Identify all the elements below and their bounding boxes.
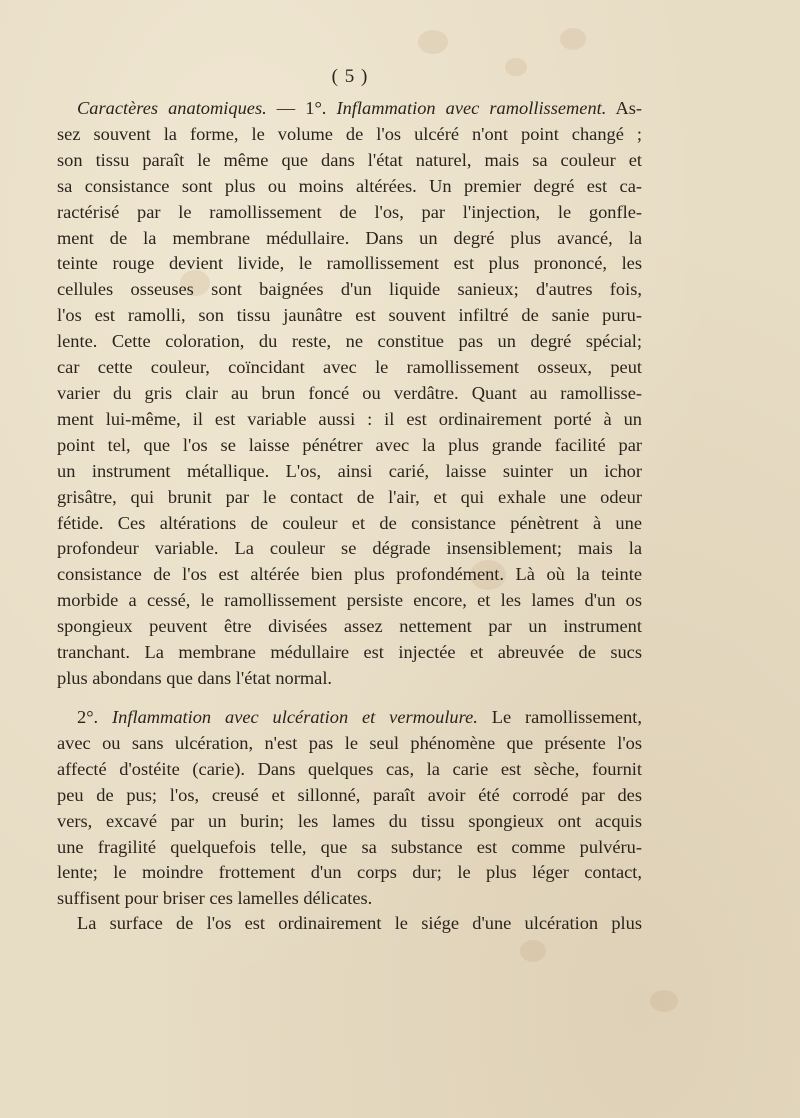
stain — [650, 990, 678, 1012]
text-line: lente; le moindre frottement d'un corps dur; le plus léger contact, — [57, 862, 642, 883]
text-line: varier du gris clair au brun foncé ou verdâtre. Quant au ramollisse- — [57, 382, 642, 403]
text-fragment: Le ramollissement, — [491, 707, 642, 727]
subsection-heading: Inflammation avec ulcération et vermoulure. — [112, 707, 478, 727]
text-line: plus abondans que dans l'état normal. — [57, 667, 333, 688]
text-line: l'os est ramolli, son tissu jaunâtre est souvent infiltré de sanie puru- — [57, 305, 642, 326]
text-line: affecté d'ostéite (carie). Dans quelques cas, la carie est sèche, fournit — [57, 758, 642, 779]
stain — [418, 30, 448, 54]
text-line: spongieux peuvent être divisées assez nettement par un instrument — [57, 616, 642, 637]
text-line: vers, excavé par un burin; les lames du tissu spongieux ont acquis — [57, 810, 642, 831]
text-line: suffisent pour briser ces lamelles délicates. — [57, 888, 373, 909]
text-line: son tissu paraît le même que dans l'état naturel, mais sa couleur et — [57, 149, 642, 170]
text-line: cellules osseuses sont baignées d'un liquide sanieux; d'autres fois, — [57, 279, 642, 300]
item-number: 2°. — [77, 707, 99, 727]
text-line: lente. Cette coloration, du reste, ne constitue pas un degré spécial; — [57, 331, 642, 352]
text-line: morbide a cessé, le ramollissement persiste encore, et les lames d'un os — [57, 590, 642, 611]
item-number: 1°. — [305, 98, 327, 118]
text-fragment: As- — [615, 98, 643, 118]
text-line: avec ou sans ulcération, n'est pas le seul phénomène que présente l'os — [57, 732, 642, 753]
section-heading: Caractères anatomiques. — [77, 98, 267, 118]
text-line: sez souvent la forme, le volume de l'os ulcéré n'ont point changé ; — [57, 123, 642, 144]
text-line: sa consistance sont plus ou moins altérées. Un premier degré est ca- — [57, 175, 642, 196]
text-line: point tel, que l'os se laisse pénétrer avec la plus grande facilité par — [57, 434, 642, 455]
stain — [520, 940, 546, 962]
text-line: grisâtre, qui brunit par le contact de l'air, et qui exhale une odeur — [57, 486, 642, 507]
heading-dash: — — [276, 98, 296, 118]
text-line: ractérisé par le ramollissement de l'os, par l'injection, le gonfle- — [57, 201, 642, 222]
text-line: ment lui-même, il est variable aussi : il est ordinairement porté à un — [57, 408, 642, 429]
text-line: une fragilité quelquefois telle, que sa substance est comme pulvéru- — [57, 836, 642, 857]
paragraph-ulceration — [57, 705, 642, 912]
paragraph-first-line — [57, 96, 642, 122]
text-line: fétide. Ces altérations de couleur et de consistance pénètrent à une — [57, 512, 642, 533]
text-line: teinte rouge devient livide, le ramollissement est plus prononcé, les — [57, 253, 642, 274]
text-line: ment de la membrane médullaire. Dans un degré plus avancé, la — [57, 227, 642, 248]
text-line: un instrument métallique. L'os, ainsi carié, laisse suinter un ichor — [57, 460, 642, 481]
text-line: La surface de l'os est ordinairement le siége d'une ulcération plus — [77, 913, 642, 933]
paragraph-anatomical-characters — [57, 96, 642, 692]
stain — [560, 28, 586, 50]
paragraph-bone-surface — [57, 911, 642, 937]
text-line: car cette couleur, coïncidant avec le ramollissement osseux, peut — [57, 357, 642, 378]
page-number: ( 5 ) — [331, 66, 369, 87]
text-line: profondeur variable. La couleur se dégrade insensiblement; mais la — [57, 538, 642, 559]
text-line: peu de pus; l'os, creusé et sillonné, paraît avoir été corrodé par des — [57, 784, 642, 805]
text-line: tranchant. La membrane médullaire est injectée et abreuvée de sucs — [57, 642, 642, 663]
text-line: consistance de l'os est altérée bien plus profondément. Là où la teinte — [57, 564, 642, 585]
subsection-heading: Inflammation avec ramollissement. — [336, 98, 607, 118]
paragraph-first-line — [57, 705, 642, 731]
